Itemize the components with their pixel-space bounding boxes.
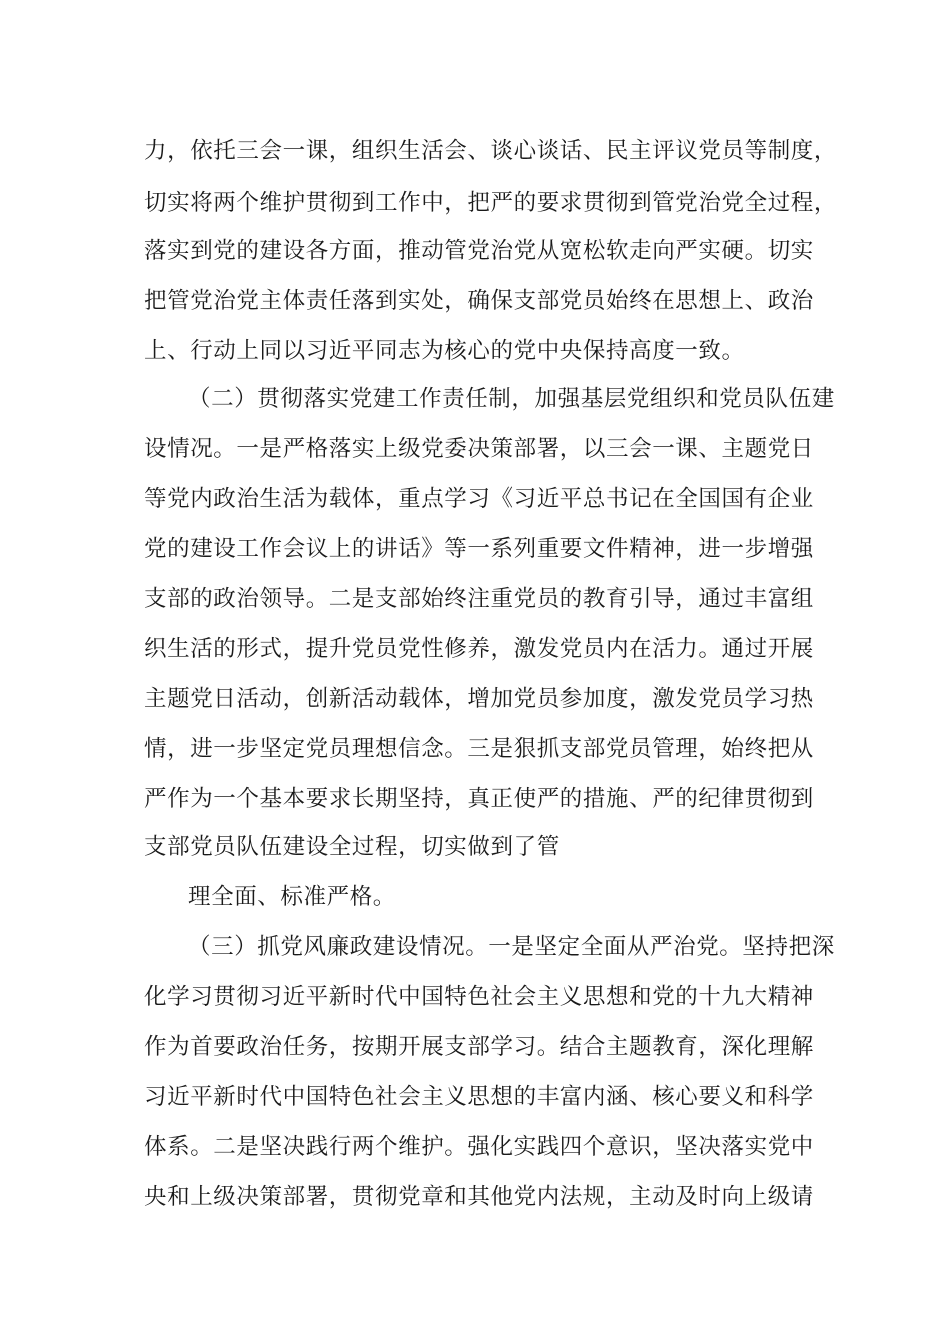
- paragraph-heading-2: （二）贯彻落实党建工作责任制，加强基层党组织和党员队伍建: [188, 386, 835, 412]
- text-line: 上、行动上同以习近平同志为核心的党中央保持高度一致。: [144, 338, 745, 364]
- text-line: 切实将两个维护贯彻到工作中，把严的要求贯彻到管党治党全过程，: [144, 190, 838, 216]
- text-line: 等党内政治生活为载体，重点学习《习近平总书记在全国国有企业: [144, 486, 814, 512]
- text-line: 体系。二是坚决践行两个维护。强化实践四个意识，坚决落实党中: [144, 1134, 814, 1160]
- text-line: 支部的政治领导。二是支部始终注重党员的教育引导，通过丰富组: [144, 586, 814, 612]
- paragraph-heading-3: （三）抓党风廉政建设情况。一是坚定全面从严治党。坚持把深: [188, 934, 835, 960]
- text-line: 党的建设工作会议上的讲话》等一系列重要文件精神，进一步增强: [144, 536, 814, 562]
- text-line: 习近平新时代中国特色社会主义思想的丰富内涵、核心要义和科学: [144, 1084, 814, 1110]
- text-line: 主题党日活动，创新活动载体，增加党员参加度，激发党员学习热: [144, 686, 814, 712]
- text-line: 严作为一个基本要求长期坚持，真正使严的措施、严的纪律贯彻到: [144, 786, 814, 812]
- text-line: 情，进一步坚定党员理想信念。三是狠抓支部党员管理，始终把从: [144, 736, 814, 762]
- text-line-indented: 理全面、标准严格。: [188, 884, 396, 910]
- text-line: 设情况。一是严格落实上级党委决策部署，以三会一课、主题党日: [144, 436, 814, 462]
- text-line: 央和上级决策部署，贯彻党章和其他党内法规，主动及时向上级请: [144, 1184, 814, 1210]
- text-line: 作为首要政治任务，按期开展支部学习。结合主题教育，深化理解: [144, 1034, 814, 1060]
- text-line: 把管党治党主体责任落到实处，确保支部党员始终在思想上、政治: [144, 288, 814, 314]
- text-line: 支部党员队伍建设全过程，切实做到了管: [144, 834, 560, 860]
- text-line: 力，依托三会一课，组织生活会、谈心谈话、民主评议党员等制度，: [144, 138, 838, 164]
- text-line: 化学习贯彻习近平新时代中国特色社会主义思想和党的十九大精神: [144, 984, 814, 1010]
- text-line: 落实到党的建设各方面，推动管党治党从宽松软走向严实硬。切实: [144, 238, 814, 264]
- text-line: 织生活的形式，提升党员党性修养，激发党员内在活力。通过开展: [144, 636, 814, 662]
